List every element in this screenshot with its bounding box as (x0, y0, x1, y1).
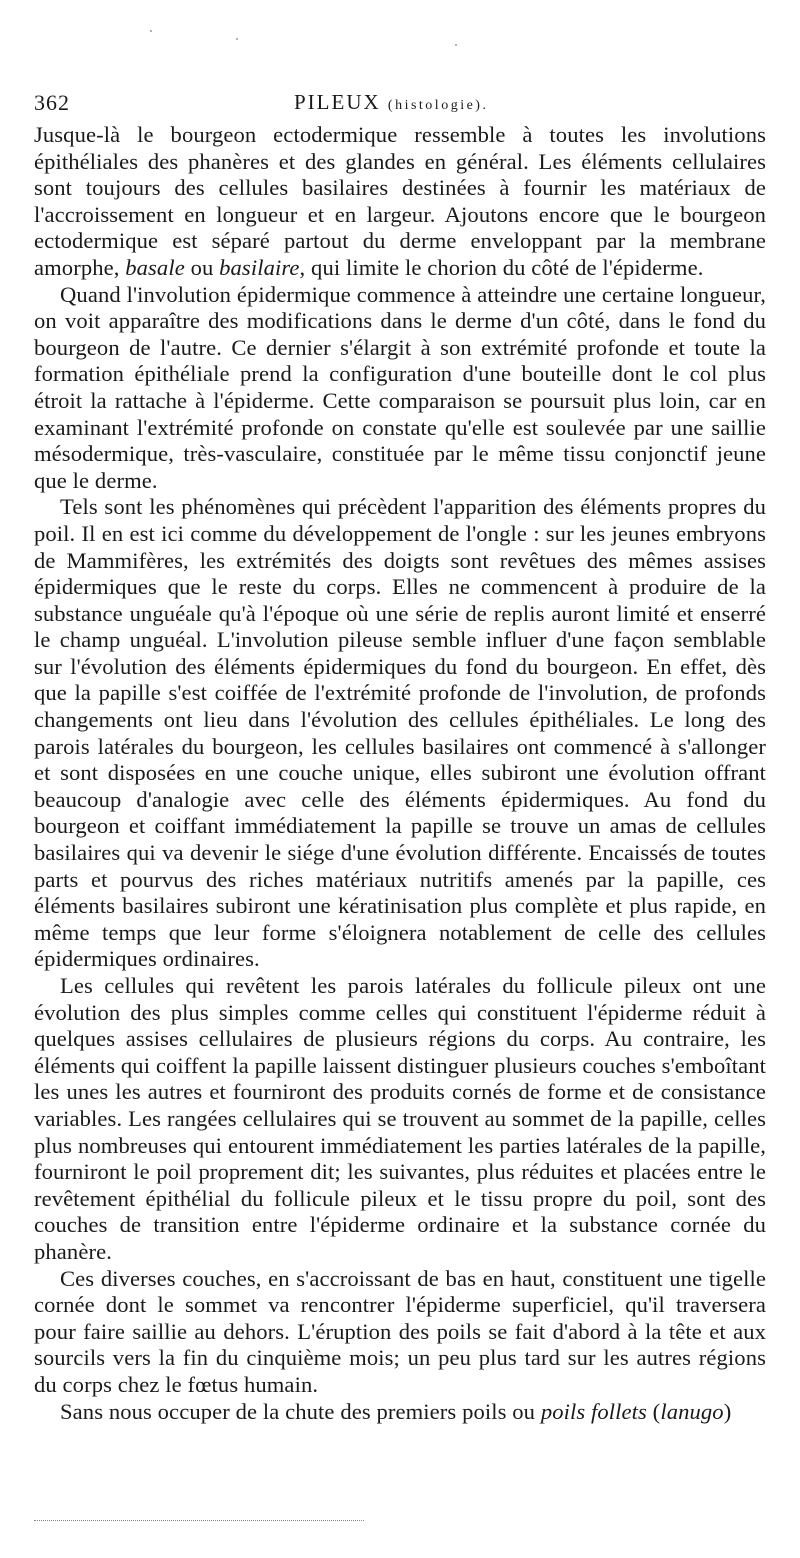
paragraph (34, 973, 766, 1266)
text-run: Jusque-là le bourgeon ectodermique ressemble à toutes les involutions épithéliales des phanères et des glandes en général. Les éléments cellulaires sont toujours des cellules basilaires destinées à fournir les matériaux de l'accroissement en longueur et en largeur. Ajoutons encore que le bourgeon ectodermique est séparé partout du derme enveloppant par la membrane amorphe, (34, 122, 766, 280)
running-title-main: PILEUX (294, 90, 381, 114)
paragraph (34, 282, 766, 495)
italic-term: basilaire (219, 254, 300, 280)
paragraph (34, 1266, 766, 1399)
print-speck (455, 44, 457, 46)
text-run: ) (723, 1398, 732, 1424)
text-run: Tels sont les phénomènes qui précèdent l'apparition des éléments propres du poil. Il en est ici comme du développement de l'ongle : sur les jeunes embryons de Mammifères, les extrémités des doigts sont revêtues des mêmes assises épidermiques que le reste du corps. Elles ne commencent à produire de la substance unguéale qu'à l'époque où une série de replis auront limité et enserré le champ unguéal. L'involution pileuse semble influer d'une façon semblable sur l'évolution des éléments épidermiques du fond du bourgeon. En effet, dès que la papille s'est coiffée de l'extrémité profonde de l'involution, de profonds changements ont lieu dans l'évolution des cellules épithéliales. Le long des parois latérales du bourgeon, les cellules basilaires ont commencé à s'allonger et sont disposées en une couche unique, elles subiront une évolution offrant beaucoup d'analogie avec celle des éléments épidermiques. Au fond du bourgeon et coiffant immédiatement la papille se trouve un amas de cellules basilaires qui va devenir le siége d'une évolution différente. Encaissés de toutes parts et pourvus des riches matériaux nutritifs amenés par la papille, ces éléments basilaires subiront une kératinisation plus complète et plus rapide, en même temps que leur forme s'éloignera notablement de celle des cellules épidermiques ordinaires. (34, 494, 766, 972)
italic-term: basale (125, 254, 185, 280)
text-run: Sans nous occuper de la chute des premiers poils ou (60, 1398, 541, 1424)
paragraph (34, 494, 766, 973)
text-run: , qui limite le chorion du côté de l'épiderme. (299, 254, 704, 280)
footer-rule (34, 1520, 364, 1521)
paragraph (34, 122, 766, 282)
text-run: Les cellules qui revêtent les parois latérales du follicule pileux ont une évolution des plus simples comme celles qui constituent l'épiderme réduit à quelques assises cellulaires de plusieurs régions du corps. Au contraire, les éléments qui coiffent la papille laissent distinguer plusieurs couches s'emboîtant les unes les autres et fourniront des produits cornés de forme et de consistance variables. Les rangées cellulaires qui se trouvent au sommet de la papille, celles plus nombreuses qui entourent immédiatement les parties latérales de la papille, fourniront le poil proprement dit; les suivantes, plus réduites et placées entre le revêtement épithélial du follicule pileux et le tissu propre du poil, sont des couches de transition entre l'épiderme ordinaire et la substance cornée du phanère. (34, 973, 766, 1264)
book-page (34, 84, 766, 1425)
paragraph (34, 1399, 766, 1426)
text-run: Ces diverses couches, en s'accroissant de bas en haut, constituent une tigelle cornée dont le sommet va rencontrer l'épiderme superficiel, qu'il traversera pour faire saillie au dehors. L'éruption des poils se fait d'abord à la tête et aux sourcils vers la fin du cinquième mois; un peu plus tard sur les autres régions du corps chez le fœtus humain. (34, 1265, 766, 1397)
italic-term: poils follets (540, 1398, 647, 1424)
text-run: ou (184, 254, 220, 280)
print-speck (236, 38, 238, 40)
running-header (34, 84, 766, 122)
body-text (34, 122, 766, 1425)
text-run: Quand l'involution épidermique commence à atteindre une certaine longueur, on voit apparaître des modifications dans le derme d'un côté, dans le fond du bourgeon de l'autre. Ce dernier s'élargit à son extrémité profonde et toute la formation épithéliale prend la configuration d'une bouteille dont le col plus étroit la rattache à l'épiderme. Cette comparaison se poursuit plus loin, car en examinant l'extrémité profonde on constate qu'elle est soulevée par une saillie mésodermique, très-vasculaire, constituée par le même tissu conjonctif jeune que le derme. (34, 281, 766, 493)
running-title (294, 90, 488, 115)
running-title-subtitle: (histologie). (387, 98, 489, 113)
text-run: ( (646, 1398, 661, 1424)
italic-term: lanugo (660, 1398, 724, 1424)
print-speck (150, 30, 152, 32)
page-number: 362 (34, 90, 70, 115)
